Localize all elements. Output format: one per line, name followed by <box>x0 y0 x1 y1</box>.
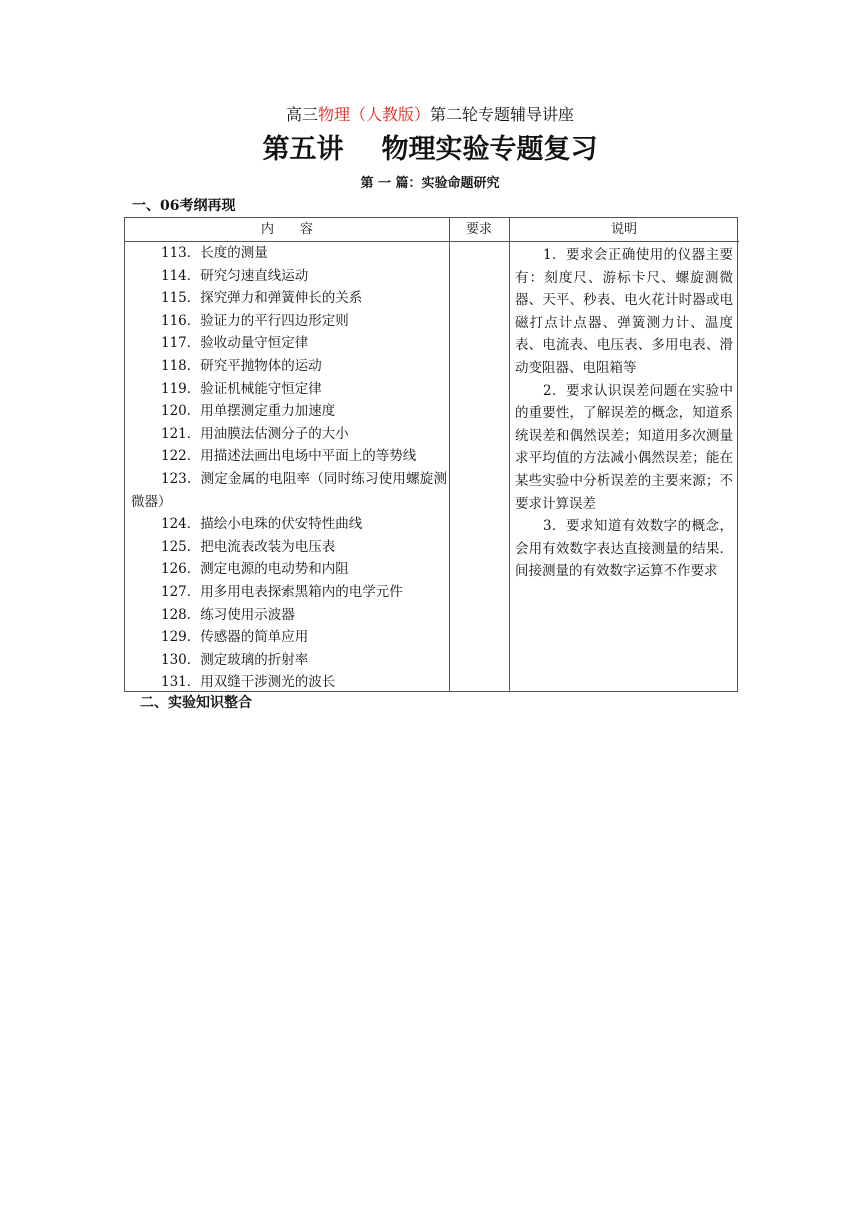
experiment-item: 123．测定金属的电阻率（同时练习使用螺旋测微器） <box>131 470 447 510</box>
note-paragraph: 2．要求认识误差问题在实验中的重要性，了解误差的概念，知道系统误差和偶然误差；知道用多次测量求平均值的方法减小偶然误差；能在某些实验中分析误差的主要来源；不要求计算误差 <box>515 382 733 512</box>
column-header-notes: 说明 <box>509 218 739 242</box>
experiment-item: 122．用描述法画出电场中平面上的等势线 <box>161 448 417 465</box>
experiment-item: 117．验收动量守恒定律 <box>161 335 309 352</box>
experiment-item: 126．测定电源的电动势和内阻 <box>161 561 349 578</box>
experiment-list <box>131 242 447 694</box>
experiment-item: 115．探究弹力和弹簧伸长的关系 <box>161 290 363 307</box>
experiment-item: 113．长度的测量 <box>161 245 268 261</box>
experiment-item: 124．描绘小电珠的伏安特性曲线 <box>161 516 363 533</box>
syllabus-table <box>124 217 738 692</box>
experiment-item: 128．练习使用示波器 <box>161 606 295 623</box>
experiment-item: 119．验证机械能守恒定律 <box>161 380 322 397</box>
header-subject: 物理（人教版） <box>317 105 430 124</box>
experiment-item: 127．用多用电表探索黑箱内的电学元件 <box>161 583 403 600</box>
column-header-requirement: 要求 <box>449 218 509 242</box>
note-paragraph: 3．要求知道有效数字的概念，会用有效数字表达直接测量的结果．间接测量的有效数字运算不作要求 <box>515 518 733 580</box>
experiment-item: 130．测定玻璃的折射率 <box>161 651 309 668</box>
course-header <box>0 104 860 126</box>
column-header-content: 内 容 <box>125 218 449 242</box>
note-paragraph: 1．要求会正确使用的仪器主要有：刻度尺、游标卡尺、螺旋测微器、天平、秒表、电火花计时器或电磁打点计点器、弹簧测力计、温度表、电流表、电压表、多用电表、滑动变阻器、电阻箱等 <box>515 247 733 376</box>
experiment-item: 131．用双缝干涉测光的波长 <box>161 674 336 691</box>
lecture-topic: 物理实验专题复习 <box>381 134 598 165</box>
section-heading-knowledge: 二、实验知识整合 <box>140 695 252 711</box>
experiment-item: 121．用油膜法估测分子的大小 <box>161 425 349 442</box>
lecture-number: 第五讲 <box>262 134 344 165</box>
experiment-item: 120．用单摆测定重力加速度 <box>161 403 336 420</box>
column-divider <box>509 218 510 691</box>
section-heading-syllabus: 一、06考纲再现 <box>132 198 236 214</box>
experiment-item: 118．研究平抛物体的运动 <box>161 357 322 374</box>
experiment-item: 114．研究匀速直线运动 <box>161 267 309 284</box>
part-subtitle: 第 一 篇：实验命题研究 <box>360 176 500 191</box>
header-suffix: 第二轮专题辅导讲座 <box>430 105 575 124</box>
experiment-item: 116．验证力的平行四边形定则 <box>161 312 349 329</box>
column-divider <box>449 218 450 691</box>
page-title <box>0 130 860 170</box>
header-prefix: 高三 <box>285 105 318 124</box>
experiment-item: 129．传感器的简单应用 <box>161 629 309 646</box>
experiment-item: 125．把电流表改装为电压表 <box>161 538 336 555</box>
notes-column <box>515 244 733 583</box>
